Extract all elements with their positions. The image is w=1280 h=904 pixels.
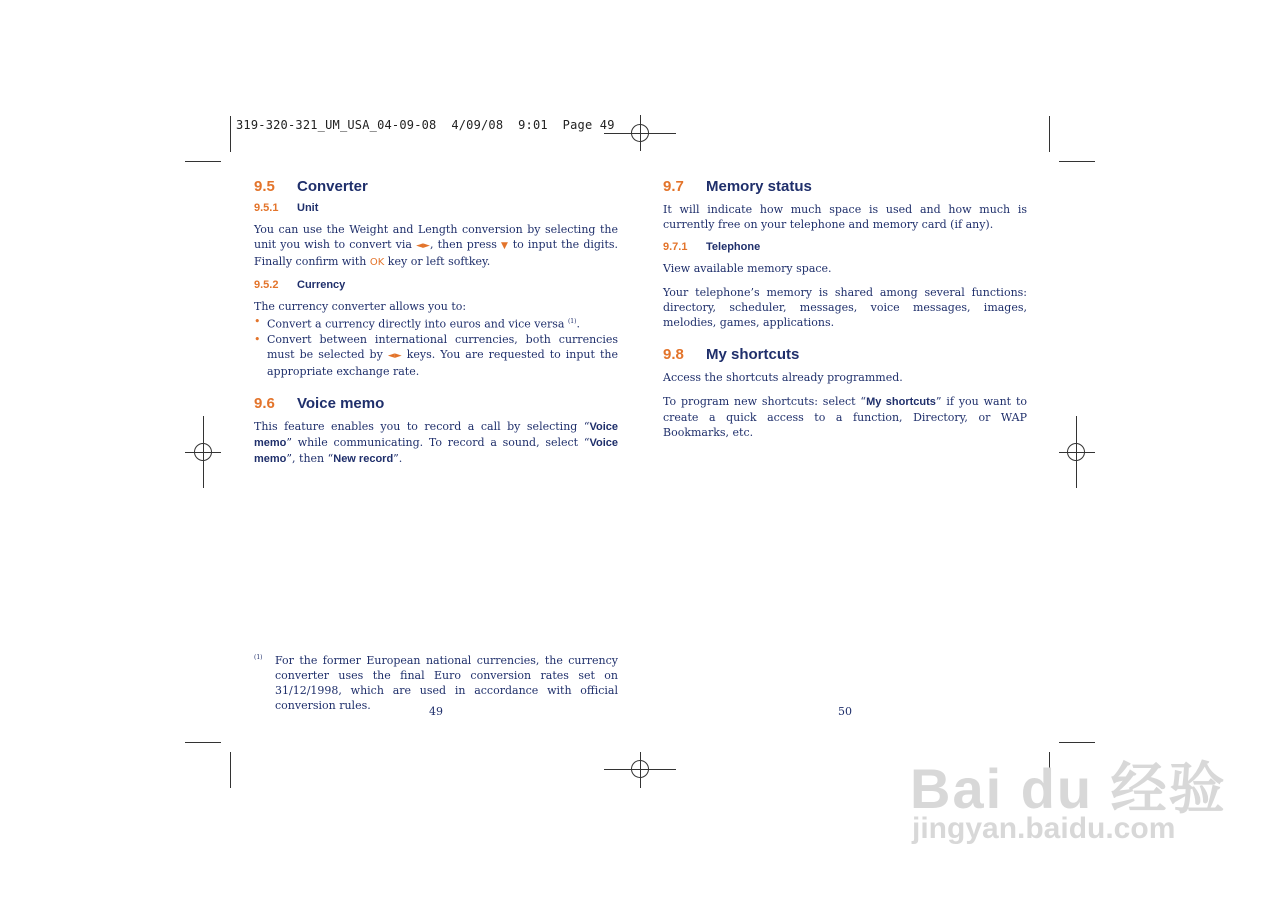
subsection-heading-currency: 9.5.2 Currency: [254, 279, 346, 291]
ok-key-icon: OK: [369, 257, 385, 268]
subsection-heading-unit: 9.5.1 Unit: [254, 202, 319, 214]
section-heading-voice-memo: 9.6 Voice memo: [254, 394, 385, 412]
currency-list: [254, 314, 618, 379]
section-heading-converter: 9.5 Converter: [254, 178, 368, 195]
footnote: [254, 653, 618, 713]
section-heading-memory-status: 9.7 Memory status: [663, 178, 812, 195]
shortcuts-paragraph-2: To program new shortcuts: select “My shortcuts” if you want to create a quick access to a function, Directory, or WAP Bookmarks, etc.: [663, 395, 1027, 439]
voice-memo-paragraph: This feature enables you to record a call by selecting “Voice memo” while communicating. To record a sound, select “Voice memo”, then “New record”.: [254, 419, 618, 465]
telephone-paragraph-2: Your telephone’s memory is shared among several functions: directory, scheduler, messages, voice messages, images, melodies, games, applications.: [663, 286, 1027, 329]
left-right-key-icon: ◄►: [416, 241, 430, 251]
footnote-ref: (1): [567, 318, 577, 325]
memory-status-paragraph: It will indicate how much space is used and how much is currently free on your telephone and memory card (if any).: [663, 203, 1027, 231]
print-slug: 319-320-321_UM_USA_04-09-08 4/09/08 9:01 Page 49: [236, 118, 615, 132]
currency-intro: The currency converter allows you to:: [254, 300, 467, 313]
telephone-paragraph-1: View available memory space.: [663, 262, 832, 275]
down-key-icon: ▼: [501, 241, 509, 251]
section-heading-my-shortcuts: 9.8 My shortcuts: [663, 346, 800, 363]
subsection-heading-telephone: 9.7.1 Telephone: [663, 241, 761, 253]
watermark-url: jingyan.baidu.com: [912, 812, 1176, 845]
left-right-key-icon: ◄►: [387, 350, 402, 361]
list-item: • Convert a currency directly into euros and vice versa $^{(1)}$.: [254, 315, 580, 331]
unit-paragraph: You can use the Weight and Length conversion by selecting the unit you wish to convert via ◄►, then press ▼ to input the digits. Finally confirm with OK key or left softkey.: [254, 223, 619, 268]
left-page-column: [254, 178, 618, 476]
page-number-right: 50: [838, 705, 852, 718]
watermark-logo: Bai du 经验: [910, 757, 1227, 820]
footnote-text: For the former European national currencies, the currency converter uses the final Euro conversion rates set on 31/12/1998, which are used in accordance with official conversion rules.: [275, 654, 618, 712]
footnote-mark: (1): [254, 654, 263, 661]
list-item: • Convert between international currencies, both currencies must be selected by ◄► keys. You are requested to input the appropriate exchange rate.: [254, 332, 618, 378]
page-number-left: 49: [429, 705, 443, 718]
shortcuts-paragraph-1: Access the shortcuts already programmed.: [663, 371, 903, 384]
right-page-column: [663, 178, 1027, 449]
